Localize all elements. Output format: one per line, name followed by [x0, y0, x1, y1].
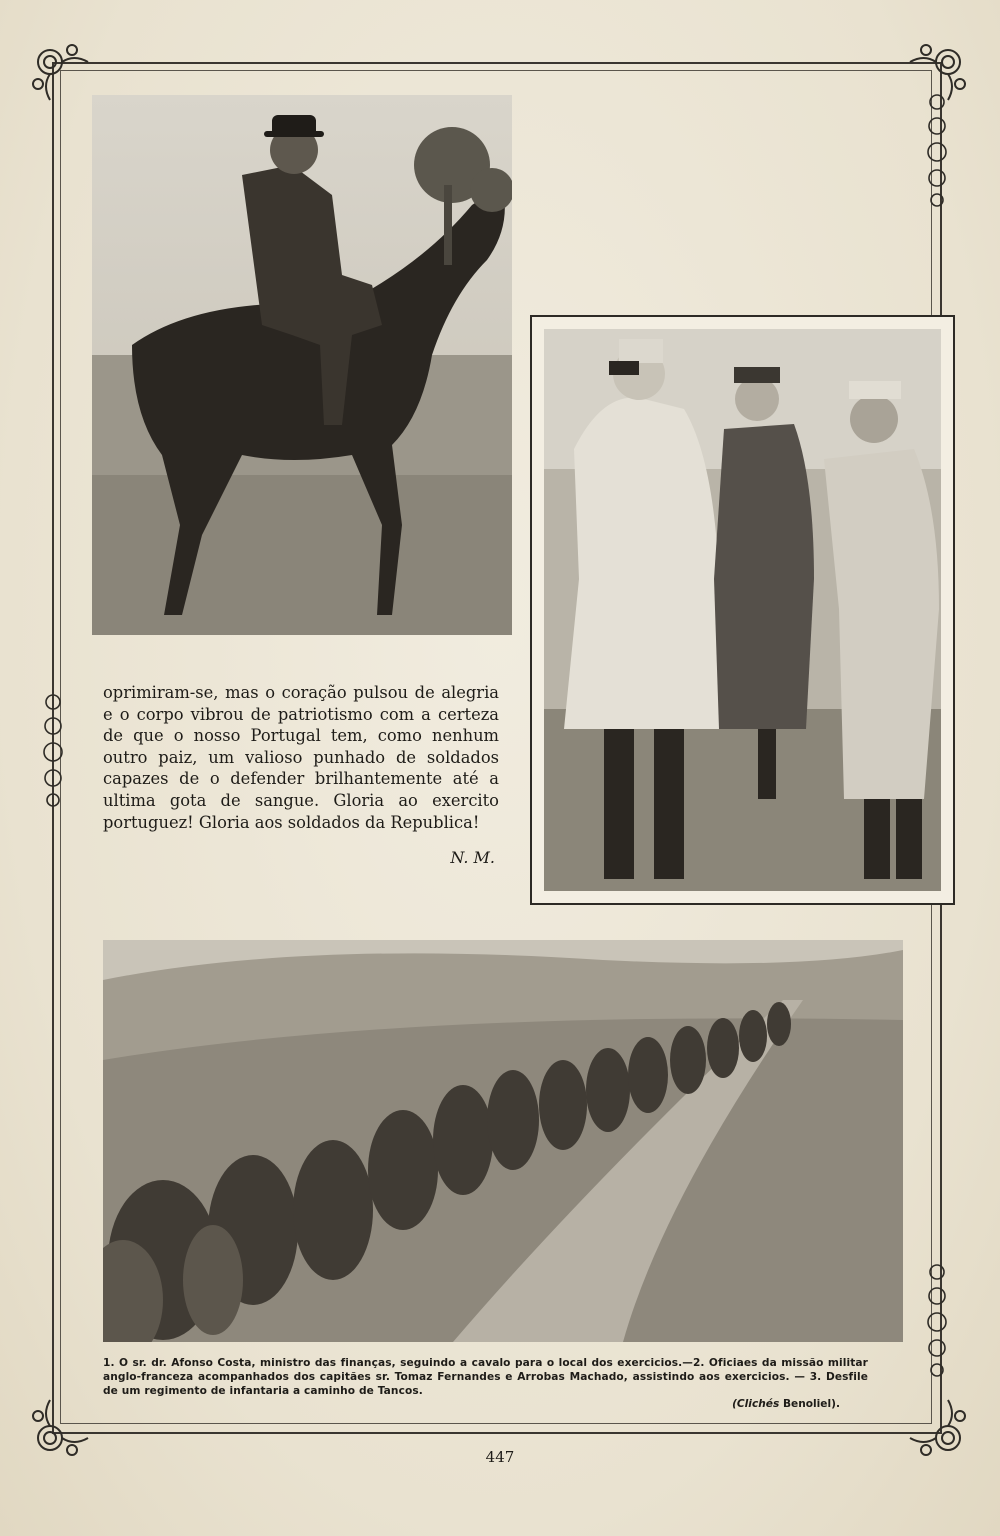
photo-credit-prefix: (Clichés	[732, 1398, 780, 1410]
photo-caption: 1. O sr. dr. Afonso Costa, ministro das finanças, seguindo a cavalo para o local dos exercicios.—2. Oficiaes da missão militar anglo-franceza acompanhados dos capitães sr. Tomaz Fernandes e Arrobas Machado, assistindo aos exercicios. — 3. Desfile de um regimento de infantaria a caminho de Tancos.	[103, 1357, 868, 1397]
side-ornament-right-lower	[924, 1260, 950, 1380]
photo-infantry-march	[103, 940, 903, 1342]
article-body: oprimiram-se, mas o coração pulsou de alegria e o corpo vibrou de patriotismo com a certeza de que o nosso Portugal tem, como nenhum outro paiz, um valioso punhado de soldados capazes de o defender brilhantemente até a ultima gota de sangue. Gloria ao exercito portuguez! Gloria aos soldados da Republica!	[103, 683, 499, 832]
corner-ornament-bottom-right	[906, 1396, 970, 1460]
photo-officers	[530, 315, 955, 905]
side-ornament-right	[924, 90, 950, 210]
page-number: 447	[485, 1448, 515, 1466]
corner-ornament-bottom-left	[28, 1396, 92, 1460]
photo-credit-name: Benoliel).	[782, 1398, 840, 1410]
photo-credit	[690, 1398, 840, 1410]
photo-horseman	[92, 95, 512, 635]
side-ornament-left	[40, 690, 66, 810]
article-signature: N. M.	[450, 848, 495, 867]
corner-ornament-top-left	[28, 40, 92, 104]
